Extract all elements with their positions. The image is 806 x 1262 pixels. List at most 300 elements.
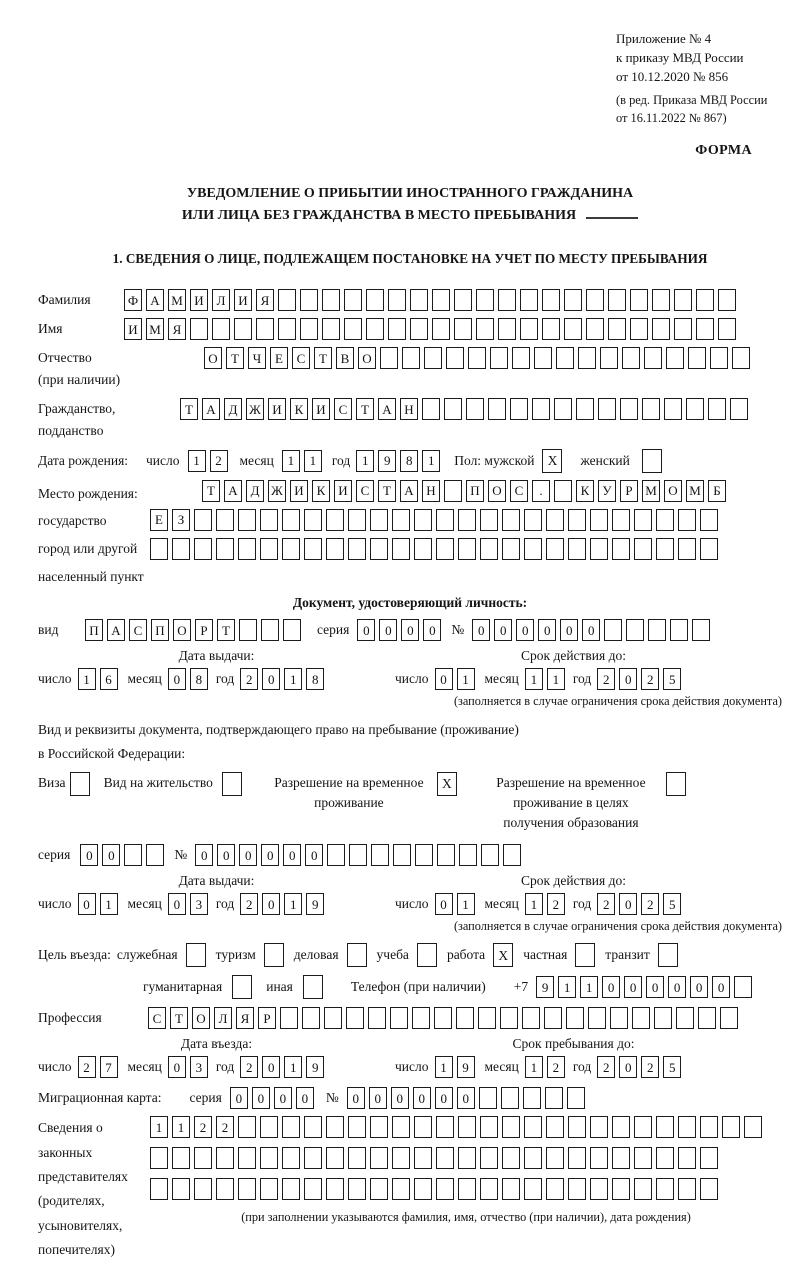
char-cell[interactable]: 1 [547, 668, 565, 690]
char-cell[interactable] [524, 1147, 542, 1169]
char-cell[interactable] [686, 398, 704, 420]
char-cell[interactable] [326, 1147, 344, 1169]
char-cell[interactable] [190, 318, 208, 340]
char-cell[interactable] [502, 1116, 520, 1138]
char-cell[interactable] [392, 538, 410, 560]
char-cell[interactable] [642, 398, 660, 420]
char-cell[interactable]: А [146, 289, 164, 311]
char-cell[interactable] [688, 347, 706, 369]
char-cell[interactable]: X [542, 449, 562, 473]
char-cell[interactable] [212, 318, 230, 340]
char-cell[interactable] [700, 509, 718, 531]
char-cell[interactable] [414, 1116, 432, 1138]
char-cell[interactable] [502, 1147, 520, 1169]
char-cell[interactable]: А [224, 480, 242, 502]
char-cell[interactable]: Р [620, 480, 638, 502]
char-cell[interactable] [498, 289, 516, 311]
char-cell[interactable] [303, 975, 323, 999]
char-cell[interactable] [260, 1147, 278, 1169]
char-cell[interactable] [326, 1178, 344, 1200]
char-cell[interactable] [261, 619, 279, 641]
char-cell[interactable] [626, 619, 644, 641]
char-cell[interactable] [410, 318, 428, 340]
char-cell[interactable] [327, 844, 345, 866]
char-cell[interactable] [344, 318, 362, 340]
char-cell[interactable]: 9 [306, 893, 324, 915]
char-cell[interactable]: 0 [369, 1087, 387, 1109]
char-cell[interactable]: 0 [296, 1087, 314, 1109]
char-cell[interactable] [150, 538, 168, 560]
char-cell[interactable] [349, 844, 367, 866]
char-cell[interactable] [567, 1087, 585, 1109]
char-cell[interactable] [546, 1178, 564, 1200]
char-cell[interactable] [524, 538, 542, 560]
char-cell[interactable]: У [598, 480, 616, 502]
char-cell[interactable] [260, 509, 278, 531]
char-cell[interactable]: 9 [457, 1056, 475, 1078]
char-cell[interactable]: П [151, 619, 169, 641]
char-cell[interactable] [370, 538, 388, 560]
char-cell[interactable] [590, 1178, 608, 1200]
char-cell[interactable] [476, 289, 494, 311]
char-cell[interactable] [458, 1178, 476, 1200]
char-cell[interactable] [278, 318, 296, 340]
char-cell[interactable]: И [290, 480, 308, 502]
char-cell[interactable] [370, 1116, 388, 1138]
char-cell[interactable]: 3 [190, 893, 208, 915]
char-cell[interactable] [260, 538, 278, 560]
char-cell[interactable] [458, 1147, 476, 1169]
char-cell[interactable]: Д [246, 480, 264, 502]
char-cell[interactable] [644, 347, 662, 369]
char-cell[interactable] [392, 1178, 410, 1200]
char-cell[interactable] [490, 347, 508, 369]
char-cell[interactable]: 1 [356, 450, 374, 472]
char-cell[interactable] [322, 318, 340, 340]
char-cell[interactable] [283, 619, 301, 641]
char-cell[interactable] [444, 480, 462, 502]
char-cell[interactable] [722, 1116, 740, 1138]
char-cell[interactable] [666, 772, 686, 796]
char-cell[interactable]: И [334, 480, 352, 502]
char-cell[interactable]: А [202, 398, 220, 420]
char-cell[interactable] [656, 1116, 674, 1138]
char-cell[interactable]: 2 [641, 668, 659, 690]
char-cell[interactable] [666, 347, 684, 369]
char-cell[interactable]: 0 [624, 976, 642, 998]
char-cell[interactable]: Л [214, 1007, 232, 1029]
char-cell[interactable]: 0 [262, 1056, 280, 1078]
char-cell[interactable]: 2 [240, 1056, 258, 1078]
char-cell[interactable] [576, 398, 594, 420]
char-cell[interactable] [348, 538, 366, 560]
char-cell[interactable]: 0 [602, 976, 620, 998]
char-cell[interactable] [436, 1178, 454, 1200]
char-cell[interactable] [414, 1178, 432, 1200]
char-cell[interactable]: О [192, 1007, 210, 1029]
char-cell[interactable] [264, 943, 284, 967]
char-cell[interactable] [612, 1147, 630, 1169]
char-cell[interactable] [524, 1178, 542, 1200]
char-cell[interactable]: 1 [525, 893, 543, 915]
char-cell[interactable] [586, 289, 604, 311]
char-cell[interactable]: Ф [124, 289, 142, 311]
char-cell[interactable] [654, 1007, 672, 1029]
char-cell[interactable] [590, 1116, 608, 1138]
char-cell[interactable] [542, 289, 560, 311]
char-cell[interactable] [498, 318, 516, 340]
char-cell[interactable] [370, 1147, 388, 1169]
char-cell[interactable]: 0 [305, 844, 323, 866]
char-cell[interactable] [642, 449, 662, 473]
char-cell[interactable]: 2 [547, 1056, 565, 1078]
char-cell[interactable] [634, 509, 652, 531]
char-cell[interactable] [437, 844, 455, 866]
char-cell[interactable] [172, 538, 190, 560]
char-cell[interactable] [568, 509, 586, 531]
char-cell[interactable] [348, 509, 366, 531]
char-cell[interactable] [422, 398, 440, 420]
char-cell[interactable] [670, 619, 688, 641]
char-cell[interactable]: М [146, 318, 164, 340]
char-cell[interactable] [674, 289, 692, 311]
char-cell[interactable]: 8 [190, 668, 208, 690]
char-cell[interactable] [216, 538, 234, 560]
char-cell[interactable]: 1 [525, 668, 543, 690]
char-cell[interactable]: 2 [210, 450, 228, 472]
char-cell[interactable] [503, 844, 521, 866]
char-cell[interactable]: 2 [547, 893, 565, 915]
char-cell[interactable]: 0 [262, 668, 280, 690]
char-cell[interactable] [150, 1178, 168, 1200]
char-cell[interactable] [656, 1147, 674, 1169]
char-cell[interactable] [347, 943, 367, 967]
char-cell[interactable]: 1 [78, 668, 96, 690]
char-cell[interactable]: 2 [641, 893, 659, 915]
char-cell[interactable]: 0 [472, 619, 490, 641]
char-cell[interactable]: 0 [379, 619, 397, 641]
char-cell[interactable] [234, 318, 252, 340]
char-cell[interactable]: З [172, 509, 190, 531]
char-cell[interactable]: 1 [284, 1056, 302, 1078]
char-cell[interactable]: 0 [712, 976, 730, 998]
char-cell[interactable] [730, 398, 748, 420]
char-cell[interactable] [546, 538, 564, 560]
char-cell[interactable] [186, 943, 206, 967]
char-cell[interactable]: Ж [268, 480, 286, 502]
char-cell[interactable] [652, 318, 670, 340]
char-cell[interactable] [656, 1178, 674, 1200]
char-cell[interactable]: 1 [188, 450, 206, 472]
char-cell[interactable] [700, 1116, 718, 1138]
char-cell[interactable] [648, 619, 666, 641]
char-cell[interactable] [612, 538, 630, 560]
char-cell[interactable] [476, 318, 494, 340]
char-cell[interactable] [436, 538, 454, 560]
char-cell[interactable] [622, 347, 640, 369]
char-cell[interactable] [568, 1178, 586, 1200]
char-cell[interactable]: Н [400, 398, 418, 420]
char-cell[interactable] [239, 619, 257, 641]
char-cell[interactable]: О [204, 347, 222, 369]
char-cell[interactable] [700, 538, 718, 560]
char-cell[interactable] [718, 289, 736, 311]
char-cell[interactable] [520, 318, 538, 340]
char-cell[interactable] [612, 509, 630, 531]
char-cell[interactable] [344, 289, 362, 311]
char-cell[interactable] [696, 289, 714, 311]
char-cell[interactable]: 0 [168, 668, 186, 690]
char-cell[interactable] [678, 1116, 696, 1138]
char-cell[interactable] [586, 318, 604, 340]
char-cell[interactable] [454, 318, 472, 340]
char-cell[interactable] [664, 398, 682, 420]
char-cell[interactable] [300, 318, 318, 340]
char-cell[interactable] [696, 318, 714, 340]
char-cell[interactable]: X [437, 772, 457, 796]
char-cell[interactable] [612, 1178, 630, 1200]
char-cell[interactable]: Т [180, 398, 198, 420]
char-cell[interactable] [238, 509, 256, 531]
char-cell[interactable] [544, 1007, 562, 1029]
char-cell[interactable]: 0 [516, 619, 534, 641]
char-cell[interactable]: 0 [261, 844, 279, 866]
char-cell[interactable] [260, 1178, 278, 1200]
char-cell[interactable] [393, 844, 411, 866]
char-cell[interactable] [371, 844, 389, 866]
char-cell[interactable] [282, 538, 300, 560]
char-cell[interactable] [348, 1178, 366, 1200]
char-cell[interactable]: 0 [423, 619, 441, 641]
char-cell[interactable] [444, 398, 462, 420]
char-cell[interactable] [604, 619, 622, 641]
char-cell[interactable] [656, 538, 674, 560]
char-cell[interactable]: 9 [306, 1056, 324, 1078]
char-cell[interactable]: 5 [663, 893, 681, 915]
char-cell[interactable]: 0 [646, 976, 664, 998]
char-cell[interactable] [146, 844, 164, 866]
char-cell[interactable] [368, 1007, 386, 1029]
char-cell[interactable]: 0 [435, 1087, 453, 1109]
char-cell[interactable]: Н [422, 480, 440, 502]
char-cell[interactable]: О [664, 480, 682, 502]
char-cell[interactable]: 0 [195, 844, 213, 866]
char-cell[interactable] [630, 318, 648, 340]
char-cell[interactable]: 1 [150, 1116, 168, 1138]
char-cell[interactable] [282, 1116, 300, 1138]
char-cell[interactable]: И [124, 318, 142, 340]
char-cell[interactable] [232, 975, 252, 999]
char-cell[interactable]: 0 [494, 619, 512, 641]
char-cell[interactable] [608, 289, 626, 311]
char-cell[interactable] [600, 347, 618, 369]
char-cell[interactable] [392, 509, 410, 531]
char-cell[interactable]: 1 [457, 668, 475, 690]
char-cell[interactable] [388, 318, 406, 340]
char-cell[interactable] [424, 347, 442, 369]
char-cell[interactable] [238, 1178, 256, 1200]
char-cell[interactable] [546, 1116, 564, 1138]
char-cell[interactable]: . [532, 480, 550, 502]
char-cell[interactable] [480, 538, 498, 560]
char-cell[interactable]: А [107, 619, 125, 641]
char-cell[interactable] [522, 1007, 540, 1029]
char-cell[interactable]: 1 [304, 450, 322, 472]
char-cell[interactable]: 0 [102, 844, 120, 866]
char-cell[interactable] [590, 538, 608, 560]
char-cell[interactable] [546, 509, 564, 531]
char-cell[interactable]: 1 [282, 450, 300, 472]
char-cell[interactable]: С [129, 619, 147, 641]
char-cell[interactable]: С [510, 480, 528, 502]
char-cell[interactable] [480, 1147, 498, 1169]
char-cell[interactable]: 1 [284, 893, 302, 915]
char-cell[interactable] [676, 1007, 694, 1029]
char-cell[interactable]: 0 [435, 893, 453, 915]
char-cell[interactable] [326, 538, 344, 560]
char-cell[interactable] [282, 509, 300, 531]
char-cell[interactable]: 5 [663, 1056, 681, 1078]
char-cell[interactable] [238, 538, 256, 560]
char-cell[interactable] [700, 1147, 718, 1169]
char-cell[interactable] [172, 1178, 190, 1200]
char-cell[interactable] [678, 1147, 696, 1169]
char-cell[interactable]: 0 [391, 1087, 409, 1109]
char-cell[interactable] [412, 1007, 430, 1029]
char-cell[interactable] [172, 1147, 190, 1169]
char-cell[interactable] [432, 289, 450, 311]
char-cell[interactable]: 1 [457, 893, 475, 915]
char-cell[interactable]: 0 [413, 1087, 431, 1109]
char-cell[interactable] [282, 1147, 300, 1169]
char-cell[interactable]: 0 [217, 844, 235, 866]
char-cell[interactable] [380, 347, 398, 369]
char-cell[interactable]: 1 [435, 1056, 453, 1078]
char-cell[interactable]: Л [212, 289, 230, 311]
char-cell[interactable]: П [85, 619, 103, 641]
char-cell[interactable]: 0 [668, 976, 686, 998]
char-cell[interactable] [278, 289, 296, 311]
char-cell[interactable]: А [378, 398, 396, 420]
char-cell[interactable]: 0 [274, 1087, 292, 1109]
char-cell[interactable] [194, 1147, 212, 1169]
char-cell[interactable] [720, 1007, 738, 1029]
char-cell[interactable] [415, 844, 433, 866]
char-cell[interactable] [392, 1147, 410, 1169]
char-cell[interactable]: 1 [422, 450, 440, 472]
char-cell[interactable] [692, 619, 710, 641]
char-cell[interactable] [194, 1178, 212, 1200]
char-cell[interactable] [542, 318, 560, 340]
char-cell[interactable] [256, 318, 274, 340]
char-cell[interactable]: М [686, 480, 704, 502]
char-cell[interactable]: 2 [240, 893, 258, 915]
char-cell[interactable] [658, 943, 678, 967]
char-cell[interactable]: 0 [619, 668, 637, 690]
char-cell[interactable] [454, 289, 472, 311]
char-cell[interactable] [524, 1116, 542, 1138]
char-cell[interactable]: Ч [248, 347, 266, 369]
char-cell[interactable] [718, 318, 736, 340]
char-cell[interactable] [194, 509, 212, 531]
char-cell[interactable] [434, 1007, 452, 1029]
char-cell[interactable]: Р [258, 1007, 276, 1029]
char-cell[interactable] [282, 1178, 300, 1200]
char-cell[interactable] [370, 509, 388, 531]
char-cell[interactable]: 1 [525, 1056, 543, 1078]
char-cell[interactable] [566, 1007, 584, 1029]
char-cell[interactable] [458, 1116, 476, 1138]
char-cell[interactable] [304, 1116, 322, 1138]
char-cell[interactable] [598, 398, 616, 420]
char-cell[interactable]: Ж [246, 398, 264, 420]
char-cell[interactable] [392, 1116, 410, 1138]
char-cell[interactable]: Я [168, 318, 186, 340]
char-cell[interactable] [744, 1116, 762, 1138]
char-cell[interactable] [612, 1116, 630, 1138]
char-cell[interactable]: Т [314, 347, 332, 369]
char-cell[interactable]: 0 [619, 893, 637, 915]
char-cell[interactable] [446, 347, 464, 369]
char-cell[interactable] [546, 1147, 564, 1169]
char-cell[interactable]: 0 [252, 1087, 270, 1109]
char-cell[interactable]: 1 [172, 1116, 190, 1138]
char-cell[interactable]: 9 [536, 976, 554, 998]
char-cell[interactable]: Т [226, 347, 244, 369]
char-cell[interactable]: 1 [100, 893, 118, 915]
char-cell[interactable]: Т [202, 480, 220, 502]
char-cell[interactable] [732, 347, 750, 369]
char-cell[interactable] [260, 1116, 278, 1138]
char-cell[interactable]: 0 [80, 844, 98, 866]
char-cell[interactable] [524, 509, 542, 531]
char-cell[interactable] [436, 509, 454, 531]
char-cell[interactable] [532, 398, 550, 420]
char-cell[interactable] [414, 1147, 432, 1169]
char-cell[interactable] [501, 1087, 519, 1109]
char-cell[interactable]: 0 [619, 1056, 637, 1078]
char-cell[interactable] [590, 1147, 608, 1169]
char-cell[interactable]: Е [270, 347, 288, 369]
char-cell[interactable]: 2 [597, 893, 615, 915]
char-cell[interactable] [523, 1087, 541, 1109]
char-cell[interactable] [304, 1178, 322, 1200]
char-cell[interactable]: 2 [597, 668, 615, 690]
char-cell[interactable]: Т [356, 398, 374, 420]
char-cell[interactable] [304, 538, 322, 560]
char-cell[interactable] [634, 1147, 652, 1169]
char-cell[interactable]: Р [195, 619, 213, 641]
char-cell[interactable] [150, 1147, 168, 1169]
char-cell[interactable]: С [334, 398, 352, 420]
char-cell[interactable] [481, 844, 499, 866]
char-cell[interactable]: И [234, 289, 252, 311]
char-cell[interactable]: X [493, 943, 513, 967]
char-cell[interactable] [459, 844, 477, 866]
char-cell[interactable] [402, 347, 420, 369]
char-cell[interactable] [734, 976, 752, 998]
char-cell[interactable] [388, 289, 406, 311]
char-cell[interactable]: 0 [538, 619, 556, 641]
char-cell[interactable]: К [576, 480, 594, 502]
char-cell[interactable] [610, 1007, 628, 1029]
char-cell[interactable] [568, 1116, 586, 1138]
char-cell[interactable]: Е [150, 509, 168, 531]
char-cell[interactable]: А [400, 480, 418, 502]
char-cell[interactable]: 2 [240, 668, 258, 690]
char-cell[interactable] [678, 1178, 696, 1200]
char-cell[interactable] [710, 347, 728, 369]
